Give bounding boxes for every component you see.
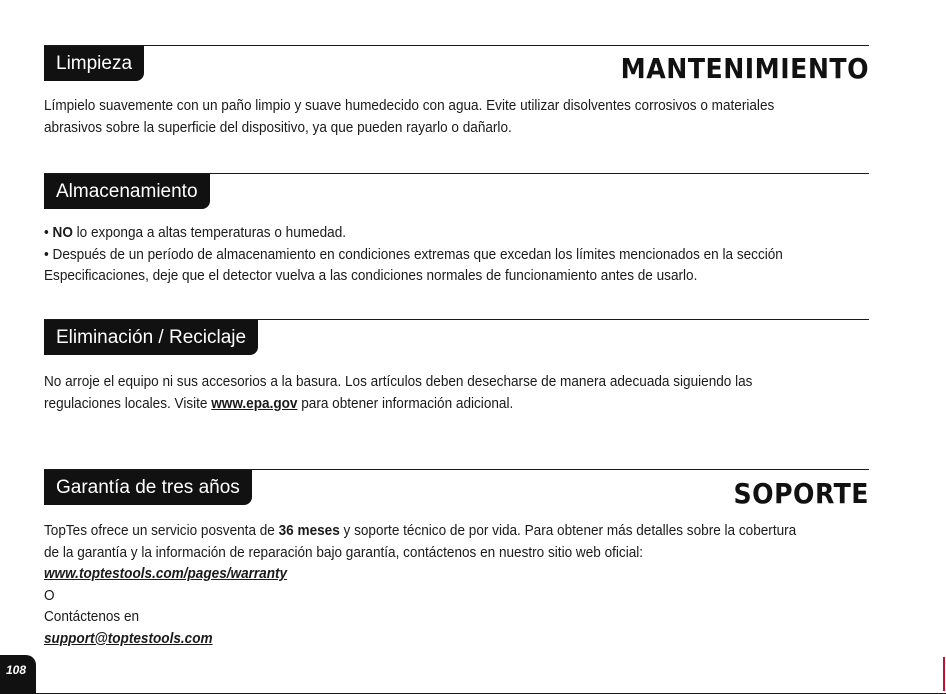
storage-no-emphasis: NO (52, 225, 73, 241)
warranty-or: O (44, 587, 55, 604)
cleaning-paragraph: Límpielo suavemente con un paño limpio y suave humedecido con agua. Evite utilizar disolventes corrosivos o materiales abrasivos sobre la superficie del dispositivo, ya que pueden rayarlo o dañarlo. (44, 98, 775, 136)
warranty-text-after: y soporte técnico de por vida. Para obtener más detalles sobre la cobertura de la garantía y la información de reparación bajo garantía, contáctenos en nuestro sitio web oficial: (44, 523, 797, 561)
disposal-text (44, 372, 802, 415)
warranty-text-before: TopTes ofrece un servicio posventa de (44, 523, 279, 539)
support-email-link[interactable]: support@toptestools.com (44, 630, 213, 647)
page-number: 108 (5, 663, 27, 677)
warranty-paragraph (44, 521, 802, 586)
storage-line-1: • NO lo exponga a altas temperaturas o humedad. (44, 225, 347, 241)
section-rule-cleaning (44, 45, 869, 46)
heading-disposal: Eliminación / Reciclaje (44, 320, 258, 355)
storage-text (44, 223, 802, 288)
storage-line-1-rest: lo exponga a altas temperaturas o humedad. (72, 225, 347, 241)
warranty-text (44, 521, 802, 650)
heading-cleaning: Limpieza (44, 46, 144, 81)
page-number-badge (0, 655, 36, 694)
page-title-support: SOPORTE (733, 477, 869, 510)
warranty-link[interactable]: www.toptestools.com/pages/warranty (44, 566, 288, 582)
warranty-months: 36 meses (278, 523, 340, 539)
disposal-paragraph (44, 372, 802, 415)
storage-line-2-text: Después de un período de almacenamiento en condiciones extremas que excedan los límites mencionados en la sección Especificaciones, deje que el detector vuelva a las condiciones normales de funcionamiento antes de usarlo. (44, 246, 783, 284)
page-title-maintenance: MANTENIMIENTO (620, 52, 869, 85)
cleaning-text (44, 96, 802, 139)
edge-accent-mark (943, 657, 945, 691)
heading-warranty: Garantía de tres años (44, 470, 252, 505)
disposal-text-after: para obtener información adicional. (297, 395, 514, 412)
heading-storage: Almacenamiento (44, 174, 210, 209)
disposal-text-before: No arroje el equipo ni sus accesorios a la basura. Los artículos deben desecharse de manera adecuada siguiendo las regulaciones locales. Visite (44, 374, 753, 412)
warranty-email-line (44, 629, 802, 651)
warranty-contact-label: Contáctenos en (44, 609, 140, 625)
epa-link[interactable]: www.epa.gov (211, 395, 298, 412)
storage-line-2: • Después de un período de almacenamiento en condiciones extremas que excedan los límites mencionados en la sección Especificaciones, deje que el detector vuelva a las condiciones normales de funcionamiento antes de usarlo. (44, 246, 783, 284)
